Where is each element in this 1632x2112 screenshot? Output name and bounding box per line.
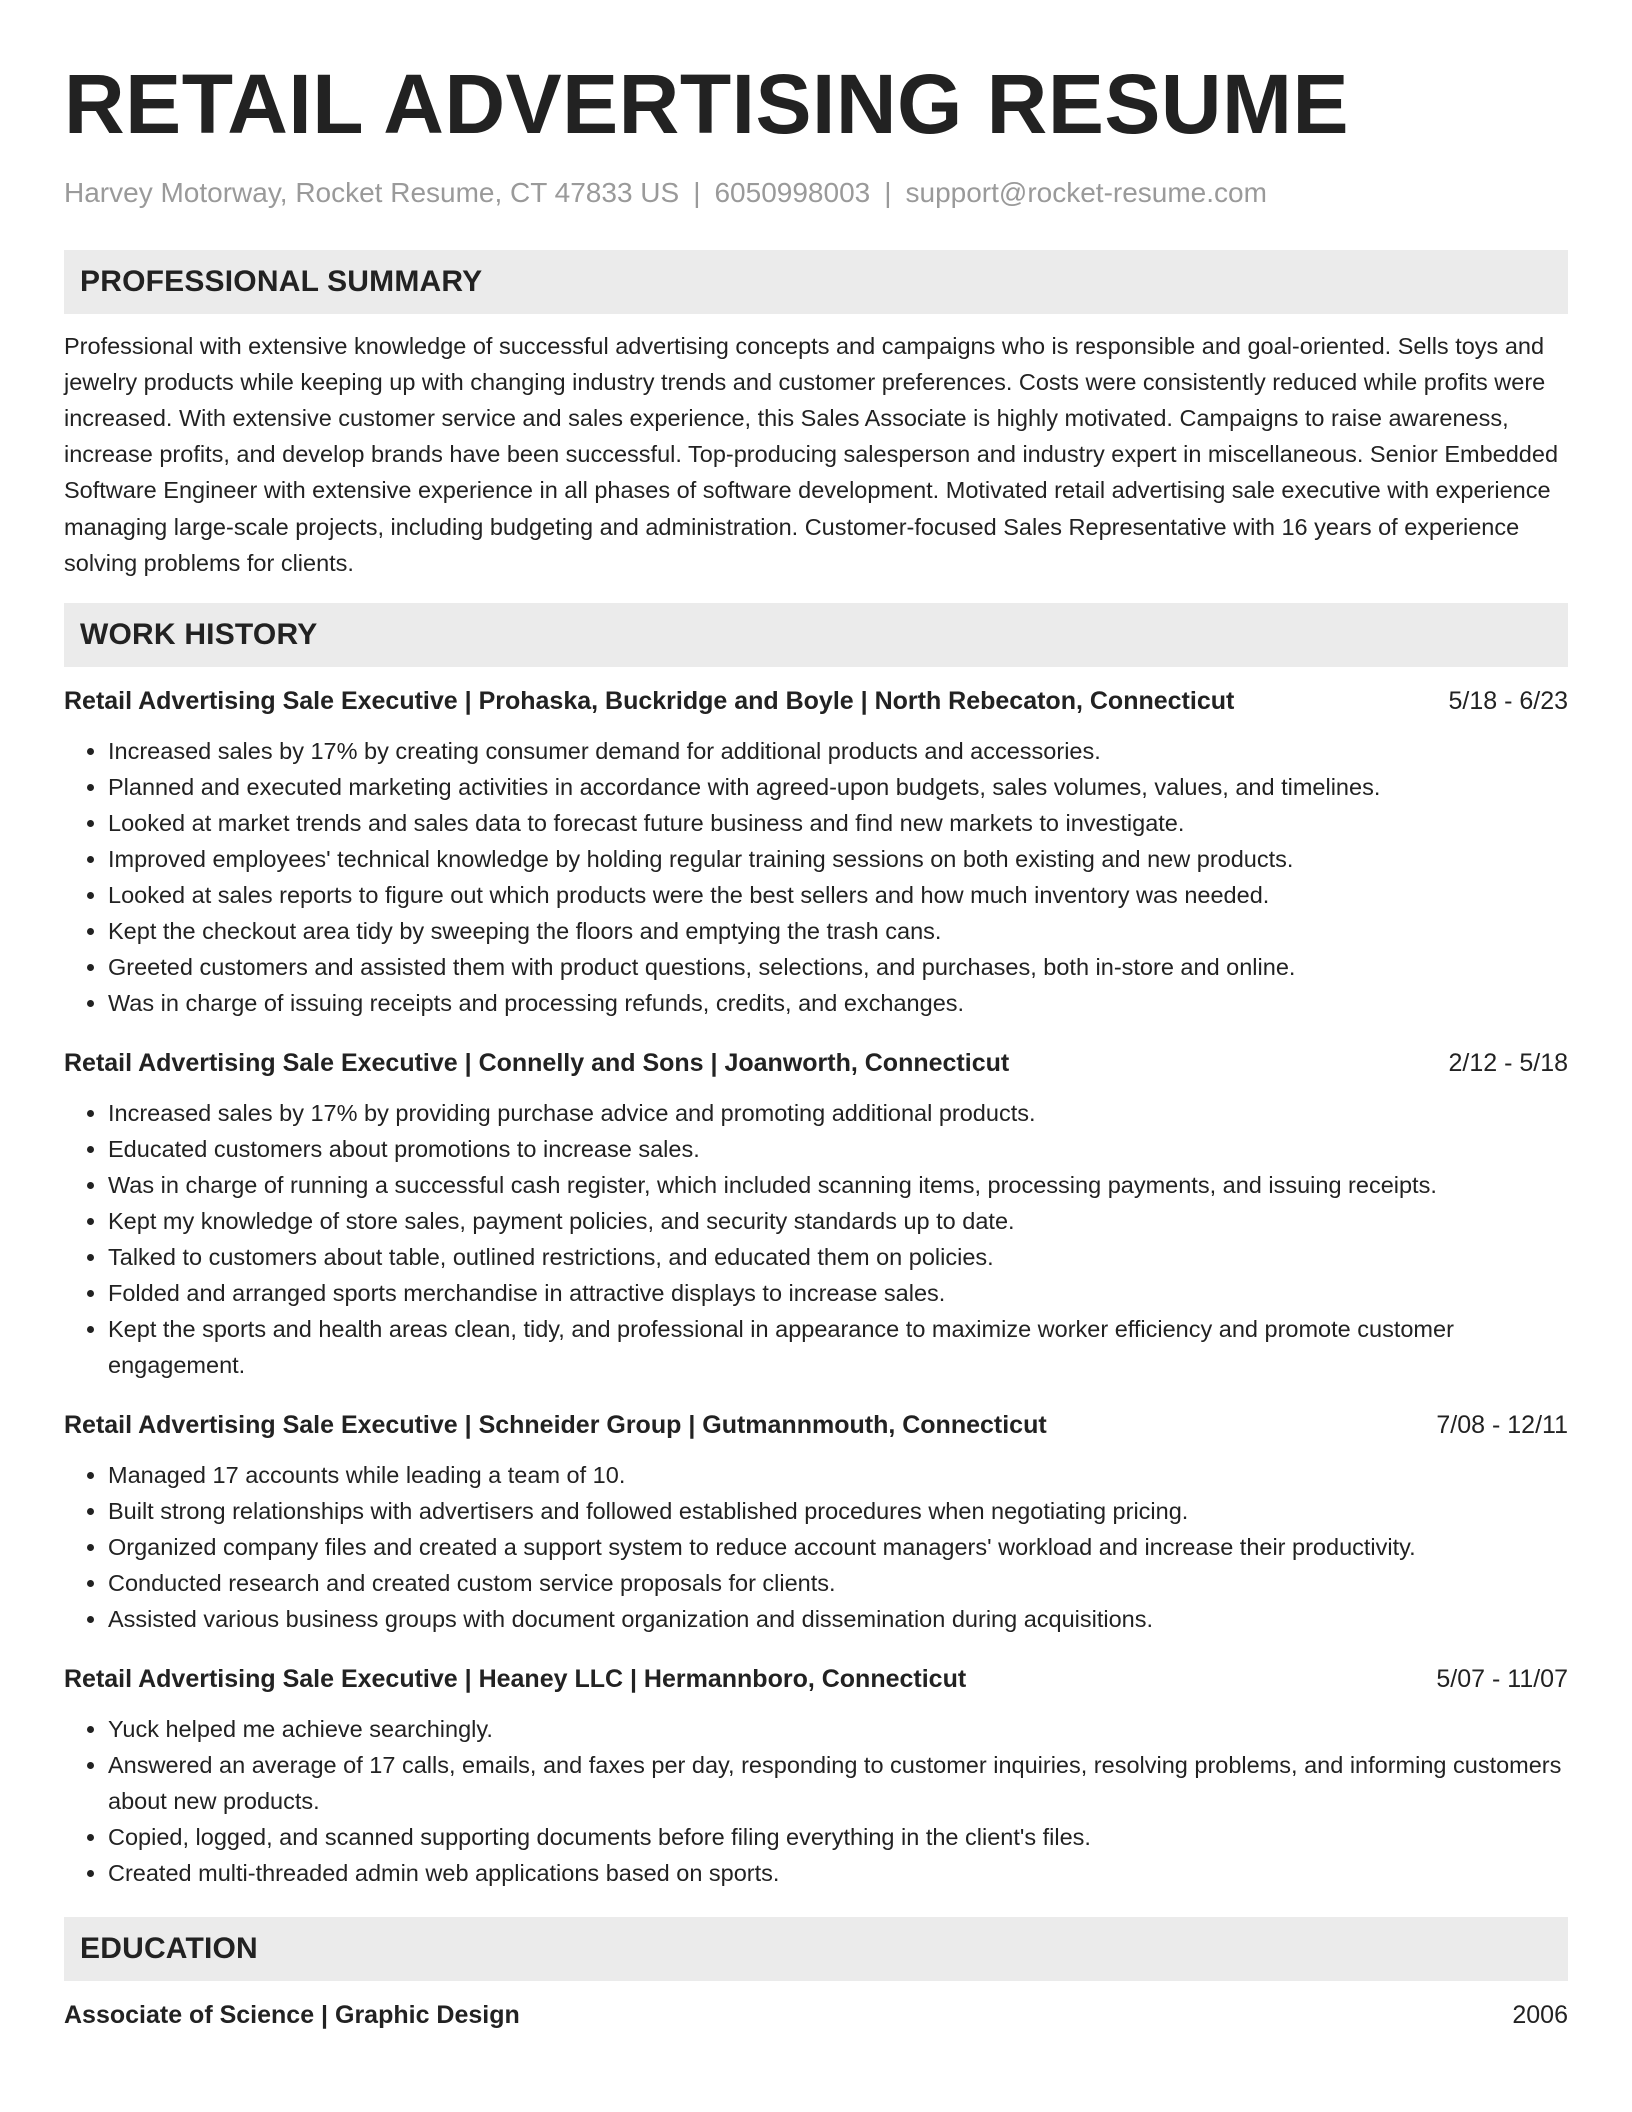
job-bullet: • Kept the sports and health areas clean, tidy, and professional in appearance to maximize worker efficiency and promote customer engagement. [108,1311,1568,1383]
job-bullet: • Folded and arranged sports merchandise in attractive displays to increase sales. [108,1275,1568,1311]
job-bullet: • Talked to customers about table, outlined restrictions, and educated them on policies. [108,1239,1568,1275]
job-bullet: • Educated customers about promotions to increase sales. [108,1131,1568,1167]
section-header-education: EDUCATION [64,1917,1568,1981]
job-bullet: • Increased sales by 17% by providing purchase advice and promoting additional products. [108,1095,1568,1131]
job-bullet: • Built strong relationships with advertisers and followed established procedures when negotiating pricing. [108,1493,1568,1529]
job-bullet: • Was in charge of running a successful cash register, which included scanning items, processing payments, and issuing receipts. [108,1167,1568,1203]
job-bullet: • Kept my knowledge of store sales, payment policies, and security standards up to date. [108,1203,1568,1239]
job-title: Retail Advertising Sale Executive | Connelly and Sons | Joanworth, Connecticut [64,1049,1010,1078]
job-title: Retail Advertising Sale Executive | Heaney LLC | Hermannboro, Connecticut [64,1665,967,1694]
job-bullets [64,1095,1568,1383]
job-dates: 7/08 - 12/11 [1436,1411,1568,1440]
contact-separator: | [884,177,892,208]
job-bullet: • Organized company files and created a support system to reduce account managers' workload and increase their productivity. [108,1529,1568,1565]
job-bullet: • Was in charge of issuing receipts and processing refunds, credits, and exchanges. [108,985,1568,1021]
job-bullet: • Conducted research and created custom service proposals for clients. [108,1565,1568,1601]
job-title: Retail Advertising Sale Executive | Prohaska, Buckridge and Boyle | North Rebecaton, Connecticut [64,687,1235,716]
job-bullet: • Copied, logged, and scanned supporting documents before filing everything in the client's files. [108,1819,1568,1855]
job-entry [64,1045,1568,1383]
job-entry [64,1407,1568,1637]
job-bullet: • Created multi-threaded admin web applications based on sports. [108,1855,1568,1891]
contact-line [64,176,1568,210]
education-entry [64,1997,1568,2033]
job-bullet: • Looked at market trends and sales data to forecast future business and find new markets to investigate. [108,805,1568,841]
job-header [64,1407,1568,1443]
job-bullet: • Yuck helped me achieve searchingly. [108,1711,1568,1747]
job-bullet: • Assisted various business groups with document organization and dissemination during acquisitions. [108,1601,1568,1637]
contact-separator: | [693,177,701,208]
job-bullets [64,733,1568,1021]
education-degree: Associate of Science | Graphic Design [64,2001,520,2030]
contact-address: Harvey Motorway, Rocket Resume, CT 47833 US [64,177,680,208]
job-entry [64,1661,1568,1891]
job-bullet: • Planned and executed marketing activities in accordance with agreed-upon budgets, sales volumes, values, and timelines. [108,769,1568,805]
job-title: Retail Advertising Sale Executive | Schneider Group | Gutmannmouth, Connecticut [64,1411,1047,1440]
section-header-summary: PROFESSIONAL SUMMARY [64,250,1568,314]
job-entry [64,683,1568,1021]
job-bullet: • Looked at sales reports to figure out which products were the best sellers and how much inventory was needed. [108,877,1568,913]
job-header [64,1045,1568,1081]
contact-email: support@rocket-resume.com [905,177,1267,208]
summary-text: Professional with extensive knowledge of successful advertising concepts and campaigns who is responsible and goal-oriented. Sells toys and jewelry products while keeping up with changing industry trends and customer preferences. Costs were consistently reduced while profits were increased. With extensive customer service and sales experience, this Sales Associate is highly motivated. Campaigns to raise awareness, increase profits, and develop brands have been successful. Top-producing salesperson and industry expert in miscellaneous. Senior Embedded Software Engineer with extensive experience in all phases of software development. Motivated retail advertising sale executive with experience managing large-scale projects, including budgeting and administration. Customer-focused Sales Representative with 16 years of experience solving problems for clients. [64,332,1559,576]
contact-phone: 6050998003 [714,177,871,208]
job-bullet: • Increased sales by 17% by creating consumer demand for additional products and accessories. [108,733,1568,769]
job-bullet: • Answered an average of 17 calls, emails, and faxes per day, responding to customer inquiries, resolving problems, and informing customers about new products. [108,1747,1568,1819]
education-year: 2006 [1512,2001,1568,2030]
job-header [64,683,1568,719]
job-dates: 5/18 - 6/23 [1448,687,1568,716]
job-bullet: • Managed 17 accounts while leading a team of 10. [108,1457,1568,1493]
job-bullet: • Kept the checkout area tidy by sweeping the floors and emptying the trash cans. [108,913,1568,949]
job-bullet: • Improved employees' technical knowledge by holding regular training sessions on both existing and new products. [108,841,1568,877]
resume-title: RETAIL ADVERTISING RESUME [64,57,1350,151]
job-bullets [64,1457,1568,1637]
job-header [64,1661,1568,1697]
job-dates: 2/12 - 5/18 [1448,1049,1568,1078]
job-dates: 5/07 - 11/07 [1436,1665,1568,1694]
job-bullet: • Greeted customers and assisted them with product questions, selections, and purchases, both in-store and online. [108,949,1568,985]
job-bullets [64,1711,1568,1891]
section-header-work-history: WORK HISTORY [64,603,1568,667]
